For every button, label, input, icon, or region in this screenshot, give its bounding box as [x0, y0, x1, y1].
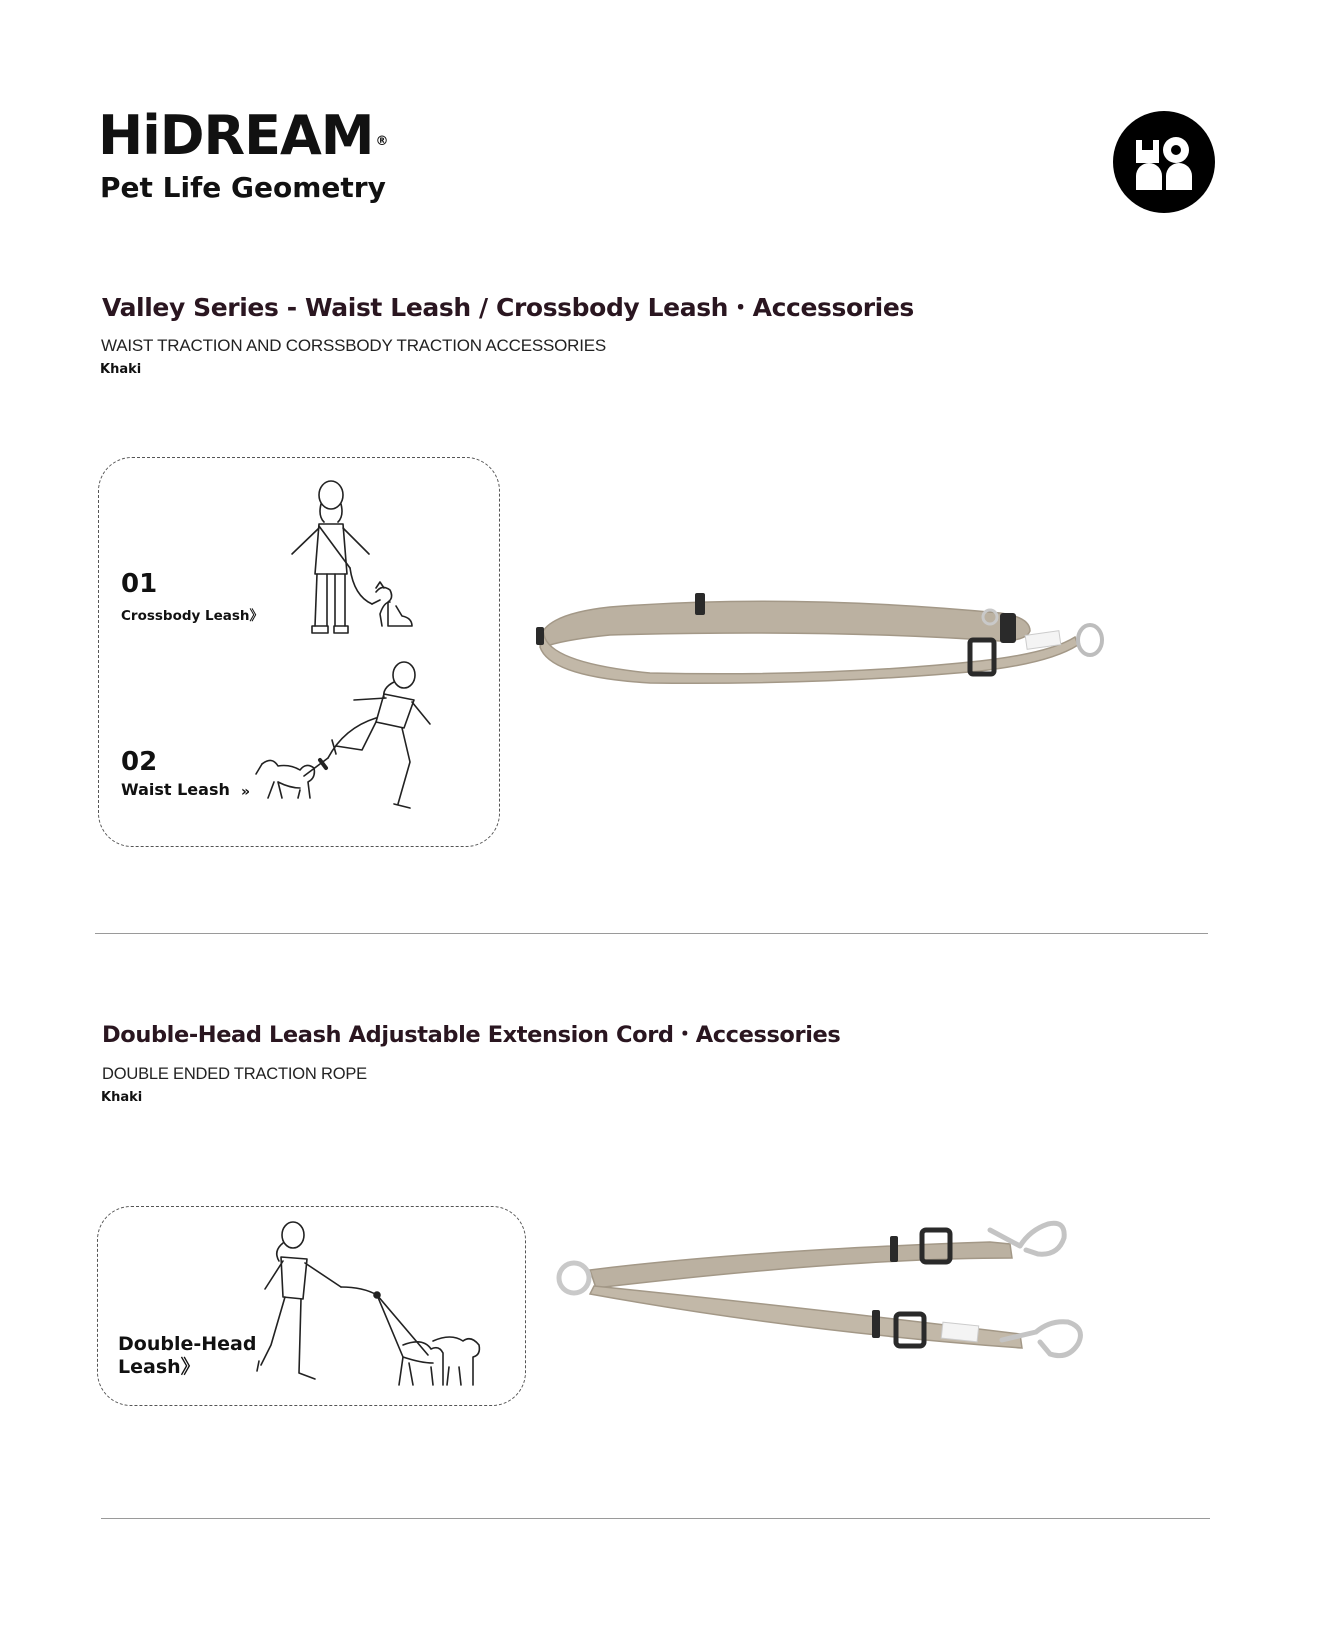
usage-card-double-head [97, 1206, 526, 1406]
registered-mark: ® [375, 134, 388, 149]
strap-front [540, 635, 1078, 683]
section1-variant: Khaki [100, 362, 142, 377]
usage-card-valley [98, 457, 500, 847]
waist-leash-product-image [530, 585, 1130, 695]
brand-tag-2 [941, 1322, 978, 1342]
swivel-ring [559, 1263, 589, 1293]
section2-title: Double-Head Leash Adjustable Extension Cord・Accessories [102, 1022, 841, 1048]
usage-label-crossbody: Crossbody Leash》 [121, 608, 264, 624]
usage-label-line2: Leash》 [118, 1356, 200, 1378]
section-divider-2 [101, 1518, 1210, 1519]
crossbody-person-dog-illustration [284, 476, 424, 641]
section1-title: Valley Series - Waist Leash / Crossbody Leash・Accessories [102, 293, 914, 322]
usage-number-02: 02 [121, 747, 158, 777]
section-divider-1 [95, 933, 1208, 934]
section2-subtitle: DOUBLE ENDED TRACTION ROPE [102, 1065, 367, 1083]
brand-tagline: Pet Life Geometry [100, 171, 386, 204]
d-ring [1078, 625, 1102, 655]
usage-label-line1: Double-Head [118, 1333, 257, 1355]
strap-keeper-loop [695, 593, 705, 615]
lower-snap-hook [1002, 1322, 1080, 1356]
usage-label-waist: Waist Leash [121, 780, 230, 799]
usage-label-double-head [118, 1333, 256, 1379]
usage-number-01: 01 [121, 569, 158, 599]
geometric-dog-logo-icon [1112, 110, 1216, 214]
section1-subtitle: WAIST TRACTION AND CORSSBODY TRACTION ACCESSORIES [101, 336, 607, 355]
upper-keeper [890, 1236, 898, 1262]
section2-variant: Khaki [101, 1090, 143, 1105]
strap-end-clip [536, 627, 544, 645]
brand-wordmark [98, 106, 388, 166]
brand-name: HiDREAM [98, 104, 374, 167]
side-release-buckle [1000, 613, 1016, 643]
usage-arrow-waist: » [241, 784, 251, 800]
double-head-leash-product-image [550, 1210, 1110, 1390]
strap-back [540, 601, 1030, 645]
lower-keeper [872, 1310, 880, 1338]
walking-person-two-dogs-illustration [253, 1217, 493, 1402]
waist-running-person-dog-illustration [244, 658, 444, 818]
